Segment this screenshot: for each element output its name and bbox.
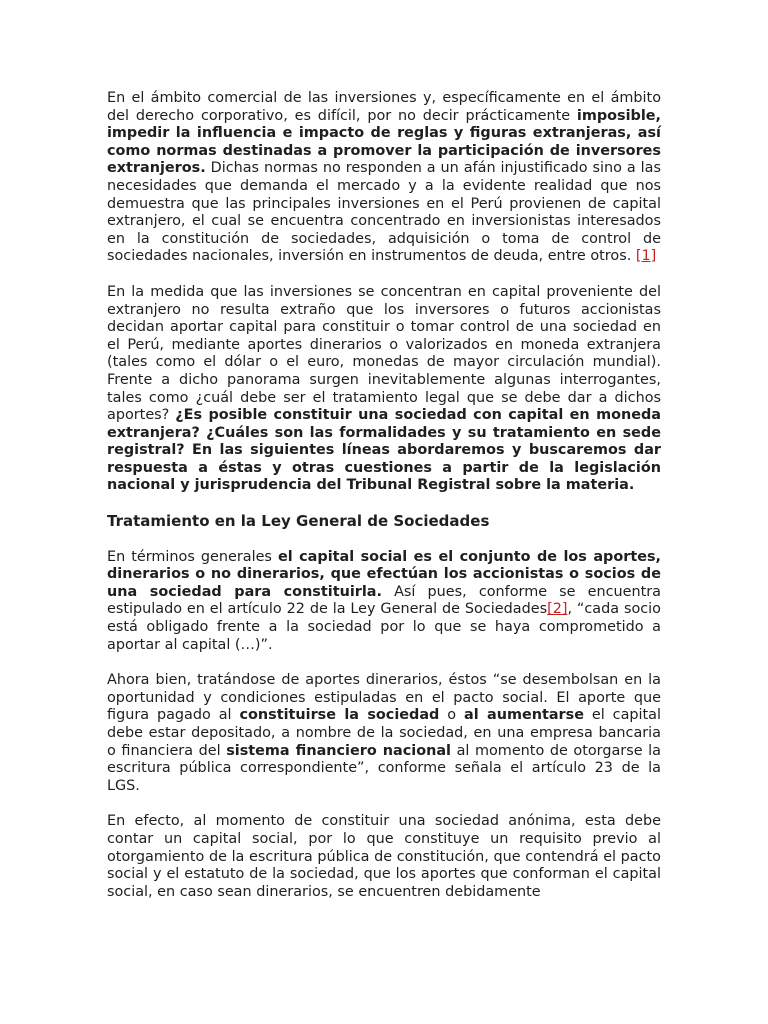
paragraph-text: En el ámbito comercial de las inversiones y, específicamente en el ámbito del derecho corporativo, es difícil, por no decir prácticamente [107,90,661,124]
paragraph-text: Dichas normas no responden a un afán injustificado sino a las necesidades que demanda el mercado y a la evidente realidad que nos demuestra que las principales inversiones en el Perú provienen de capital extranjero, el cual se encuentra concentrado en inversionistas interesados en la constitución de sociedades, adquisición o toma de control de sociedades nacionales, inversión en instrumentos de deuda, entre otros. [107,160,661,265]
paragraph-text: o [439,707,465,724]
paragraph-text: Ahora bien, tratándose de aportes dinerarios, éstos “se desembolsan en la oportunidad y condiciones estipuladas en el pacto social. El aporte que figura pagado al [107,672,661,724]
footnote-link-1[interactable]: [1] [635,248,657,265]
emphasis-text: ¿Es posible constituir una sociedad con capital en moneda extranjera? ¿Cuáles son las formalidades y su tratamiento en sede registral? En las siguientes líneas abordaremos y buscaremos dar respuesta a éstas y otras cuestiones a partir de la legislación nacional y jurisprudencia del Tribunal Registral sobre la materia. [107,407,661,494]
emphasis-text: sistema financiero nacional [226,742,451,759]
paragraph-text: En términos generales [107,548,278,565]
section-heading: Tratamiento en la Ley General de Sociedades [107,512,490,531]
paragraph-text: Así pues, conforme se encuentra estipulado en el artículo 22 de la Ley General de Sociedades [107,583,661,618]
paragraph-sociedad-anonima: En efecto, al momento de constituir una sociedad anónima, esta debe contar un capital social, por lo que constituye un requisito previo al otorgamiento de la escritura pública de constitución, que contendrá el pacto social y el estatuto de la sociedad, que los aportes que conforman el capital social, en caso sean dinerarios, se encuentren debidamente [107,813,661,900]
paragraph-intro [107,90,661,266]
paragraph-text: , “cada socio está obligado frente a la sociedad por lo que se haya comprometido a aportar al capital (…)”. [107,601,661,653]
emphasis-text: al aumentarse [464,707,584,724]
emphasis-text: constituirse la sociedad [239,707,440,724]
paragraph-aportes-dinerarios [107,672,661,795]
paragraph-text: En la medida que las inversiones se concentran en capital proveniente del extranjero no resulta extraño que los inversores o futuros accionistas decidan aportar capital para constituir o tomar control de una sociedad en el Perú, mediante aportes dinerarios o valorizados en moneda extranjera (tales como el dólar o el euro, monedas de mayor circulación mundial). Frente a dicho panorama surgen inevitablemente algunas interrogantes, tales como ¿cuál debe ser el tratamiento legal que se debe dar a dichos aportes? [107,283,661,424]
footnote-link-2[interactable]: [2] [547,601,568,618]
paragraph-text: al momento de otorgarse la escritura pública correspondiente”, conforme señala el artículo 23 de la LGS. [107,742,661,794]
emphasis-text: el capital social es el conjunto de los aportes, dinerarios o no dinerarios, que efectúan los accionistas o socios de una sociedad para constituirla. [107,548,661,600]
emphasis-text: imposible, impedir la influencia e impacto de reglas y figuras extranjeras, así como normas destinadas a promover la participación de inversores extranjeros. [107,107,661,177]
paragraph-questions [107,284,661,495]
paragraph-text: el capital debe estar depositado, a nombre de la sociedad, en una empresa bancaria o financiera del [107,707,661,759]
paragraph-capital-social [107,549,661,655]
document-body [107,90,661,919]
